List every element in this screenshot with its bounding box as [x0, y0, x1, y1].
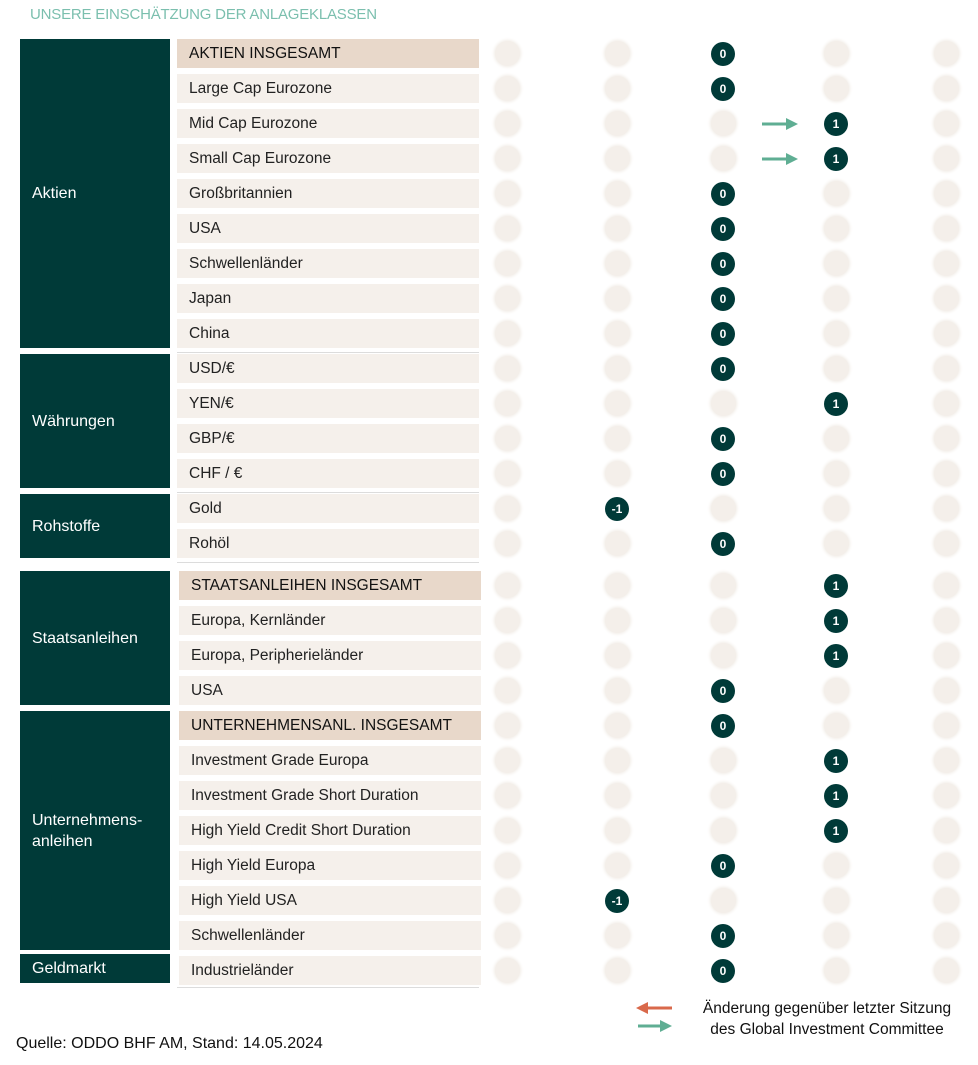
scale-dot	[934, 111, 959, 136]
scale-dot	[824, 958, 849, 983]
scale-dot	[934, 461, 959, 486]
scale-dot	[495, 216, 520, 241]
rating-marker: 0	[711, 252, 735, 276]
separator-line	[177, 562, 479, 563]
row-label: High Yield Credit Short Duration	[179, 816, 481, 845]
scale-dot	[934, 818, 959, 843]
scale-dot	[605, 713, 630, 738]
scale-dot	[495, 146, 520, 171]
scale-dot	[934, 853, 959, 878]
row-label: Large Cap Eurozone	[177, 74, 479, 103]
scale-dot	[495, 923, 520, 948]
scale-dot	[824, 461, 849, 486]
scale-dot	[824, 181, 849, 206]
rating-marker: 0	[711, 532, 735, 556]
rating-marker: 0	[711, 322, 735, 346]
scale-dot	[495, 41, 520, 66]
scale-dot	[495, 391, 520, 416]
scale-dot	[934, 76, 959, 101]
scale-dot	[824, 76, 849, 101]
scale-dot	[824, 496, 849, 521]
scale-dot	[711, 783, 736, 808]
rating-marker: 0	[711, 854, 735, 878]
rating-marker: 0	[711, 714, 735, 738]
scale-dot	[711, 146, 736, 171]
scale-dot	[605, 748, 630, 773]
scale-dot	[495, 573, 520, 598]
rating-marker: 0	[711, 357, 735, 381]
scale-dot	[605, 608, 630, 633]
scale-dot	[495, 748, 520, 773]
scale-dot	[824, 888, 849, 913]
scale-dot	[934, 356, 959, 381]
legend-text: Änderung gegenüber letzter Sitzung des Global Investment Committee	[702, 1000, 952, 1038]
scale-dot	[605, 783, 630, 808]
rating-marker: -1	[605, 497, 629, 521]
row-label: Europa, Kernländer	[179, 606, 481, 635]
row-label: Investment Grade Europa	[179, 746, 481, 775]
row-label: High Yield Europa	[179, 851, 481, 880]
row-label: Mid Cap Eurozone	[177, 109, 479, 138]
category-label: Währungen	[20, 354, 170, 488]
scale-dot	[934, 923, 959, 948]
rating-marker: 0	[711, 287, 735, 311]
scale-dot	[934, 678, 959, 703]
scale-dot	[824, 41, 849, 66]
scale-dot	[605, 678, 630, 703]
row-label: CHF / €	[177, 459, 479, 488]
scale-dot	[824, 713, 849, 738]
rating-marker: 0	[711, 77, 735, 101]
rating-marker: 1	[824, 749, 848, 773]
scale-dot	[934, 251, 959, 276]
rating-marker: 1	[824, 392, 848, 416]
scale-dot	[824, 923, 849, 948]
change-arrow-right-icon	[760, 151, 800, 167]
scale-dot	[824, 251, 849, 276]
scale-dot	[495, 783, 520, 808]
rating-marker: 1	[824, 574, 848, 598]
scale-dot	[934, 146, 959, 171]
row-label: YEN/€	[177, 389, 479, 418]
rating-marker: 0	[711, 924, 735, 948]
row-label: Japan	[177, 284, 479, 313]
row-label: Small Cap Eurozone	[177, 144, 479, 173]
legend-arrow-right-icon	[638, 1020, 672, 1032]
scale-dot	[824, 853, 849, 878]
rating-marker: 1	[824, 819, 848, 843]
scale-dot	[934, 531, 959, 556]
scale-dot	[711, 573, 736, 598]
rating-marker: 0	[711, 427, 735, 451]
scale-dot	[605, 643, 630, 668]
rating-marker: 1	[824, 784, 848, 808]
row-label: Schwellenländer	[179, 921, 481, 950]
scale-dot	[711, 111, 736, 136]
rating-marker: 1	[824, 609, 848, 633]
rating-marker: 1	[824, 644, 848, 668]
scale-dot	[934, 608, 959, 633]
scale-dot	[605, 461, 630, 486]
row-label: USA	[179, 676, 481, 705]
scale-dot	[934, 426, 959, 451]
category-label: Aktien	[20, 39, 170, 348]
legend-arrow-left-icon	[636, 1002, 672, 1014]
scale-dot	[605, 76, 630, 101]
scale-dot	[605, 321, 630, 346]
scale-dot	[495, 713, 520, 738]
scale-dot	[495, 888, 520, 913]
scale-dot	[605, 853, 630, 878]
separator-line	[177, 987, 479, 988]
scale-dot	[495, 608, 520, 633]
scale-dot	[495, 818, 520, 843]
scale-dot	[495, 286, 520, 311]
rating-marker: 0	[711, 42, 735, 66]
scale-dot	[605, 251, 630, 276]
scale-dot	[605, 146, 630, 171]
scale-dot	[605, 818, 630, 843]
row-header-label: STAATSANLEIHEN INSGESAMT	[179, 571, 481, 600]
scale-dot	[605, 573, 630, 598]
row-label: Investment Grade Short Duration	[179, 781, 481, 810]
scale-dot	[824, 286, 849, 311]
row-label: USA	[177, 214, 479, 243]
scale-dot	[495, 678, 520, 703]
scale-dot	[711, 748, 736, 773]
scale-dot	[934, 321, 959, 346]
category-label: Unternehmens- anleihen	[20, 711, 170, 950]
scale-dot	[605, 958, 630, 983]
rating-marker: 0	[711, 182, 735, 206]
row-header-label: UNTERNEHMENSANL. INSGESAMT	[179, 711, 481, 740]
separator-line	[177, 492, 479, 493]
legend-arrows	[636, 998, 686, 1042]
scale-dot	[934, 958, 959, 983]
scale-dot	[605, 216, 630, 241]
scale-dot	[934, 391, 959, 416]
scale-dot	[605, 286, 630, 311]
scale-dot	[934, 286, 959, 311]
scale-dot	[495, 251, 520, 276]
scale-dot	[934, 713, 959, 738]
rating-marker: 1	[824, 112, 848, 136]
scale-dot	[934, 41, 959, 66]
scale-dot	[934, 643, 959, 668]
scale-dot	[824, 321, 849, 346]
scale-dot	[605, 391, 630, 416]
scale-dot	[934, 181, 959, 206]
row-label: High Yield USA	[179, 886, 481, 915]
row-label: Rohöl	[177, 529, 479, 558]
scale-dot	[711, 608, 736, 633]
scale-dot	[495, 111, 520, 136]
scale-dot	[824, 356, 849, 381]
scale-dot	[605, 923, 630, 948]
scale-dot	[934, 573, 959, 598]
scale-dot	[495, 461, 520, 486]
scale-dot	[711, 888, 736, 913]
scale-dot	[605, 426, 630, 451]
scale-dot	[495, 426, 520, 451]
scale-dot	[934, 888, 959, 913]
category-label: Staatsanleihen	[20, 571, 170, 705]
row-label: Gold	[177, 494, 479, 523]
scale-dot	[824, 426, 849, 451]
scale-dot	[711, 643, 736, 668]
scale-dot	[495, 643, 520, 668]
scale-dot	[495, 853, 520, 878]
scale-dot	[934, 216, 959, 241]
scale-dot	[495, 958, 520, 983]
source-note: Quelle: ODDO BHF AM, Stand: 14.05.2024	[16, 1035, 323, 1052]
rating-marker: 0	[711, 462, 735, 486]
scale-dot	[495, 496, 520, 521]
scale-dot	[824, 216, 849, 241]
row-label: Großbritannien	[177, 179, 479, 208]
row-label: Industrieländer	[179, 956, 481, 985]
page-title: UNSERE EINSCHÄTZUNG DER ANLAGEKLASSEN	[30, 6, 377, 23]
scale-dot	[711, 391, 736, 416]
rating-marker: -1	[605, 889, 629, 913]
scale-dot	[934, 783, 959, 808]
rating-marker: 1	[824, 147, 848, 171]
category-label: Rohstoffe	[20, 494, 170, 558]
scale-dot	[711, 496, 736, 521]
scale-dot	[711, 818, 736, 843]
scale-dot	[605, 356, 630, 381]
scale-dot	[495, 531, 520, 556]
row-header-label: AKTIEN INSGESAMT	[177, 39, 479, 68]
scale-dot	[824, 531, 849, 556]
scale-dot	[495, 321, 520, 346]
scale-dot	[934, 496, 959, 521]
scale-dot	[605, 41, 630, 66]
row-label: China	[177, 319, 479, 348]
rating-marker: 0	[711, 679, 735, 703]
scale-dot	[934, 748, 959, 773]
separator-line	[177, 352, 479, 353]
scale-dot	[605, 531, 630, 556]
change-arrow-right-icon	[760, 116, 800, 132]
scale-dot	[495, 356, 520, 381]
row-label: GBP/€	[177, 424, 479, 453]
scale-dot	[824, 678, 849, 703]
row-label: USD/€	[177, 354, 479, 383]
scale-dot	[495, 181, 520, 206]
rating-marker: 0	[711, 959, 735, 983]
legend	[636, 998, 966, 1042]
scale-dot	[605, 111, 630, 136]
rating-marker: 0	[711, 217, 735, 241]
row-label: Schwellenländer	[177, 249, 479, 278]
category-label: Geldmarkt	[20, 954, 170, 983]
scale-dot	[605, 181, 630, 206]
scale-dot	[495, 76, 520, 101]
row-label: Europa, Peripherieländer	[179, 641, 481, 670]
